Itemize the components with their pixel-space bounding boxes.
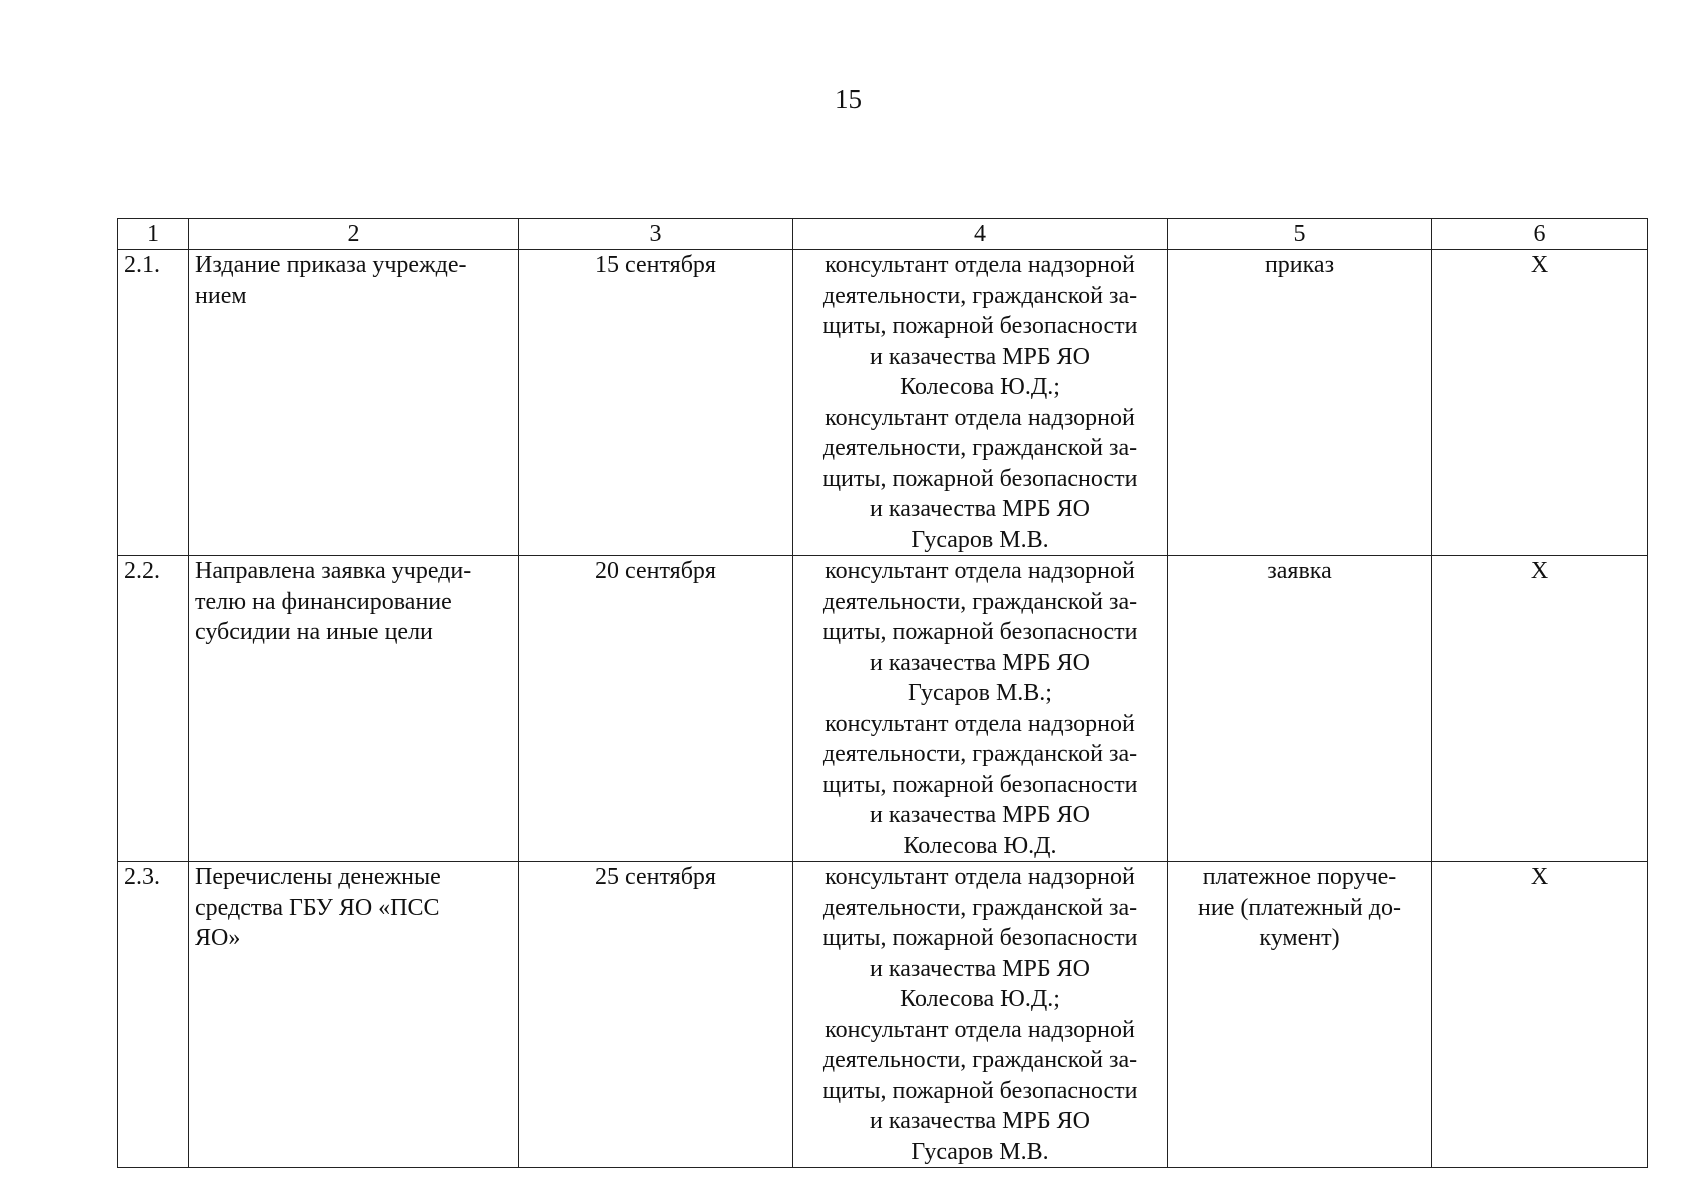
table-row [118, 250, 1648, 556]
note-cell: X [1432, 556, 1648, 862]
document-cell [1168, 862, 1432, 1168]
plan-table [117, 218, 1648, 1168]
column-header: 3 [519, 219, 793, 250]
responsible_lines-line: консультант отдела надзорной [825, 252, 1135, 278]
document-cell [1168, 556, 1432, 862]
responsible_lines-line: и казачества МРБ ЯО [870, 802, 1090, 828]
header-row [118, 219, 1648, 250]
table-row [118, 862, 1648, 1168]
document_lines-line: заявка [1267, 558, 1332, 584]
row-number-cell: 2.2. [118, 556, 189, 862]
responsible-cell [793, 556, 1168, 862]
document-cell [1168, 250, 1432, 556]
page-number: 15 [835, 84, 862, 114]
responsible_lines-line: щиты, пожарной безопасности [822, 771, 1138, 798]
responsible_lines-line: деятельности, гражданской за- [822, 282, 1138, 309]
event_lines-line: Издание приказа учрежде- [195, 252, 467, 278]
event_lines-line: ЯО» [195, 925, 241, 951]
row-number-cell: 2.3. [118, 862, 189, 1168]
responsible_lines-line: Колесова Ю.Д. [903, 832, 1057, 859]
event_lines-line: средства ГБУ ЯО «ПСС [195, 894, 440, 921]
responsible_lines-line: консультант отдела надзорной [825, 404, 1135, 431]
table-body [118, 250, 1648, 1168]
event_lines-line: Направлена заявка учреди- [195, 558, 472, 584]
column-header: 1 [118, 219, 189, 250]
column-header: 2 [189, 219, 519, 250]
responsible_lines-line: и казачества МРБ ЯО [870, 955, 1090, 982]
event-cell [189, 250, 519, 556]
responsible_lines-line: и казачества МРБ ЯО [870, 649, 1090, 676]
event-cell [189, 862, 519, 1168]
responsible_lines-line: щиты, пожарной безопасности [822, 1077, 1138, 1104]
row-number-cell: 2.1. [118, 250, 189, 556]
responsible_lines-line: щиты, пожарной безопасности [822, 925, 1138, 951]
responsible_lines-line: и казачества МРБ ЯО [870, 496, 1090, 522]
event-cell [189, 556, 519, 862]
document_lines-line: кумент) [1259, 925, 1340, 951]
column-header: 6 [1432, 219, 1648, 250]
responsible_lines-line: консультант отдела надзорной [825, 1016, 1135, 1043]
responsible_lines-line: деятельности, гражданской за- [822, 894, 1138, 921]
responsible-cell [793, 250, 1168, 556]
column-header: 4 [793, 219, 1168, 250]
responsible_lines-line: деятельности, гражданской за- [822, 741, 1138, 767]
document_lines-line: платежное поруче- [1202, 864, 1397, 890]
event_lines-line: телю на финансирование [195, 588, 452, 615]
document_lines-line: приказ [1264, 252, 1335, 278]
responsible_lines-line: щиты, пожарной безопасности [822, 465, 1138, 492]
date-cell: 25 сентября [519, 862, 793, 1168]
column-header: 5 [1168, 219, 1432, 250]
note-cell: X [1432, 862, 1648, 1168]
responsible_lines-line: Гусаров М.В. [911, 1138, 1049, 1165]
table-row [118, 556, 1648, 862]
responsible_lines-line: Колесова Ю.Д.; [900, 986, 1060, 1012]
responsible_lines-line: деятельности, гражданской за- [822, 1047, 1138, 1073]
responsible_lines-line: и казачества МРБ ЯО [870, 1108, 1090, 1134]
responsible_lines-line: деятельности, гражданской за- [822, 588, 1138, 615]
event_lines-line: Перечислены денежные [195, 864, 441, 890]
responsible_lines-line: консультант отдела надзорной [825, 710, 1135, 737]
responsible-cell [793, 862, 1168, 1168]
responsible_lines-line: Гусаров М.В. [911, 526, 1049, 553]
event_lines-line: нием [195, 282, 247, 309]
responsible_lines-line: Гусаров М.В.; [908, 680, 1052, 706]
responsible_lines-line: щиты, пожарной безопасности [822, 619, 1138, 645]
document_lines-line: ние (платежный до- [1198, 894, 1401, 921]
responsible_lines-line: консультант отдела надзорной [825, 864, 1135, 890]
responsible_lines-line: консультант отдела надзорной [825, 558, 1135, 584]
responsible_lines-line: и казачества МРБ ЯО [870, 343, 1090, 370]
date-cell: 15 сентября [519, 250, 793, 556]
date-cell: 20 сентября [519, 556, 793, 862]
responsible_lines-line: Колесова Ю.Д.; [900, 374, 1060, 400]
responsible_lines-line: щиты, пожарной безопасности [822, 313, 1138, 339]
responsible_lines-line: деятельности, гражданской за- [822, 435, 1138, 461]
event_lines-line: субсидии на иные цели [195, 619, 433, 645]
note-cell: X [1432, 250, 1648, 556]
